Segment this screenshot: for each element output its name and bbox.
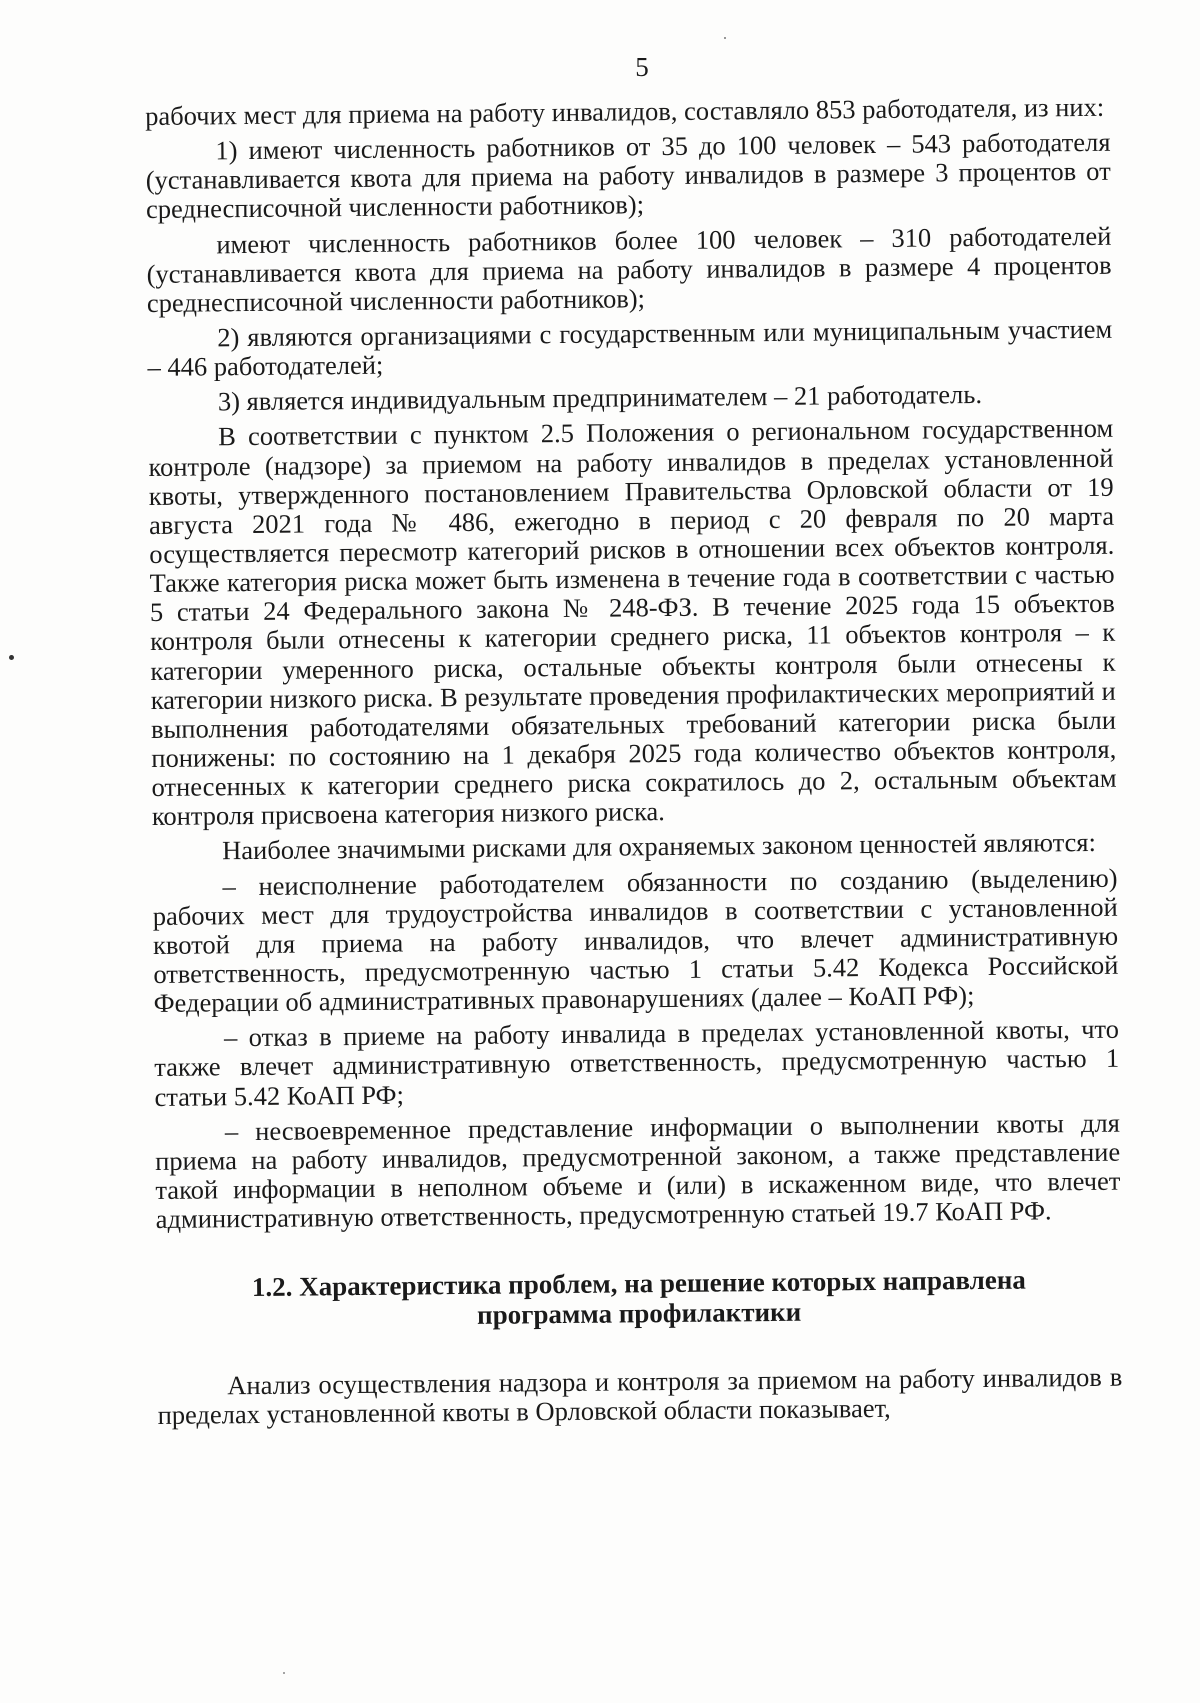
scan-speck [9, 655, 14, 660]
scan-speck [283, 1672, 285, 1674]
paragraph-continuation: рабочих мест для приема на работу инвалидов, составляло 853 работодателя, из них: [144, 91, 1105, 131]
paragraph-risks-intro: Наиболее значимыми рисками для охраняемых законом ценностей являются: [222, 827, 1096, 866]
paragraph-risk-categories: В соответствии с пунктом 2.5 Положения о региональном государственном контроле (надзоре) за приемом на работу инвалидов в пределах установленной квоты, утвержденного постановлением Правительства Орловской области от 19 августа 2021 года № 486, ежегодно в период с 20 февраля по 20 марта осуществляется пересмотр категорий рисков в отношении всех объектов контроля. Также категория риска может быть изменена в течение года в соответствии с частью 5 статьи 24 Федерального закона № 248-ФЗ. В течение 2025 года 15 объектов контроля были отнесены к категории среднего риска, 11 объектов контроля – к категории умеренного риска, остальные объекты контроля были отнесены к категории низкого риска. В результате проведения профилактических мероприятий и выполнения работодателями обязательных требований категории риска были понижены: по состоянию на 1 декабря 2025 года количество объектов контроля, отнесенных к категории среднего риска сократилось до 2, остальным объектам контроля присвоена категория низкого риска. [148, 413, 1117, 832]
list-item-employers-35-100: 1) имеют численность работников от 35 до 100 человек – 543 работодателя (устанавливается квота для приема на работу инвалидов в размере 3 процентов от среднесписочной численности работников); [145, 126, 1111, 225]
document-body [145, 93, 1123, 1436]
paragraph-analysis: Анализ осуществления надзора и контроля за приемом на работу инвалидов в пределах установленной квоты в Орловской области показывает, [157, 1361, 1123, 1430]
section-heading [156, 1265, 1122, 1334]
risk-item-quota-failure: – неисполнение работодателем обязанности по созданию (выделению) рабочих мест для трудоустройства инвалидов в соответствии с установленной квотой для приема на работу инвалидов, что влечет административную ответственность, предусмотренную частью 1 статьи 5.42 Кодекса Российской Федерации об административных правонарушениях (далее – КоАП РФ); [152, 862, 1119, 1019]
list-item-employers-over-100: имеют численность работников более 100 человек – 310 работодателей (устанавливается квота для приема на работу инвалидов в размере 4 процентов среднесписочной численности работников); [146, 220, 1112, 318]
risk-item-late-reporting: – несвоевременное представление информации о выполнении квоты для приема на работу инвалидов, предусмотренной законом, а также представление такой информации в неполном объеме и (или) в искаженном виде, что влечет административную ответственность, предусмотренную статьей 19.7 КоАП РФ. [155, 1107, 1121, 1235]
risk-item-hiring-refusal: – отказ в приеме на работу инвалида в пределах установленной квоты, что также влечет административную ответственность, предусмотренную частью 1 статьи 5.42 КоАП РФ; [154, 1013, 1120, 1112]
scan-speck [724, 37, 726, 39]
page-number: 5 [635, 52, 649, 82]
section-heading-line-2: программа профилактики [476, 1296, 802, 1330]
list-item-state-municipal: 2) являются организациями с государственным или муниципальным участием – 446 работодателей; [147, 313, 1113, 383]
list-item-entrepreneur: 3) является индивидуальным предпринимателем – 21 работодатель. [217, 379, 983, 417]
section-heading-line-1: 1.2. Характеристика проблем, на решение которых направлена [251, 1264, 1026, 1303]
